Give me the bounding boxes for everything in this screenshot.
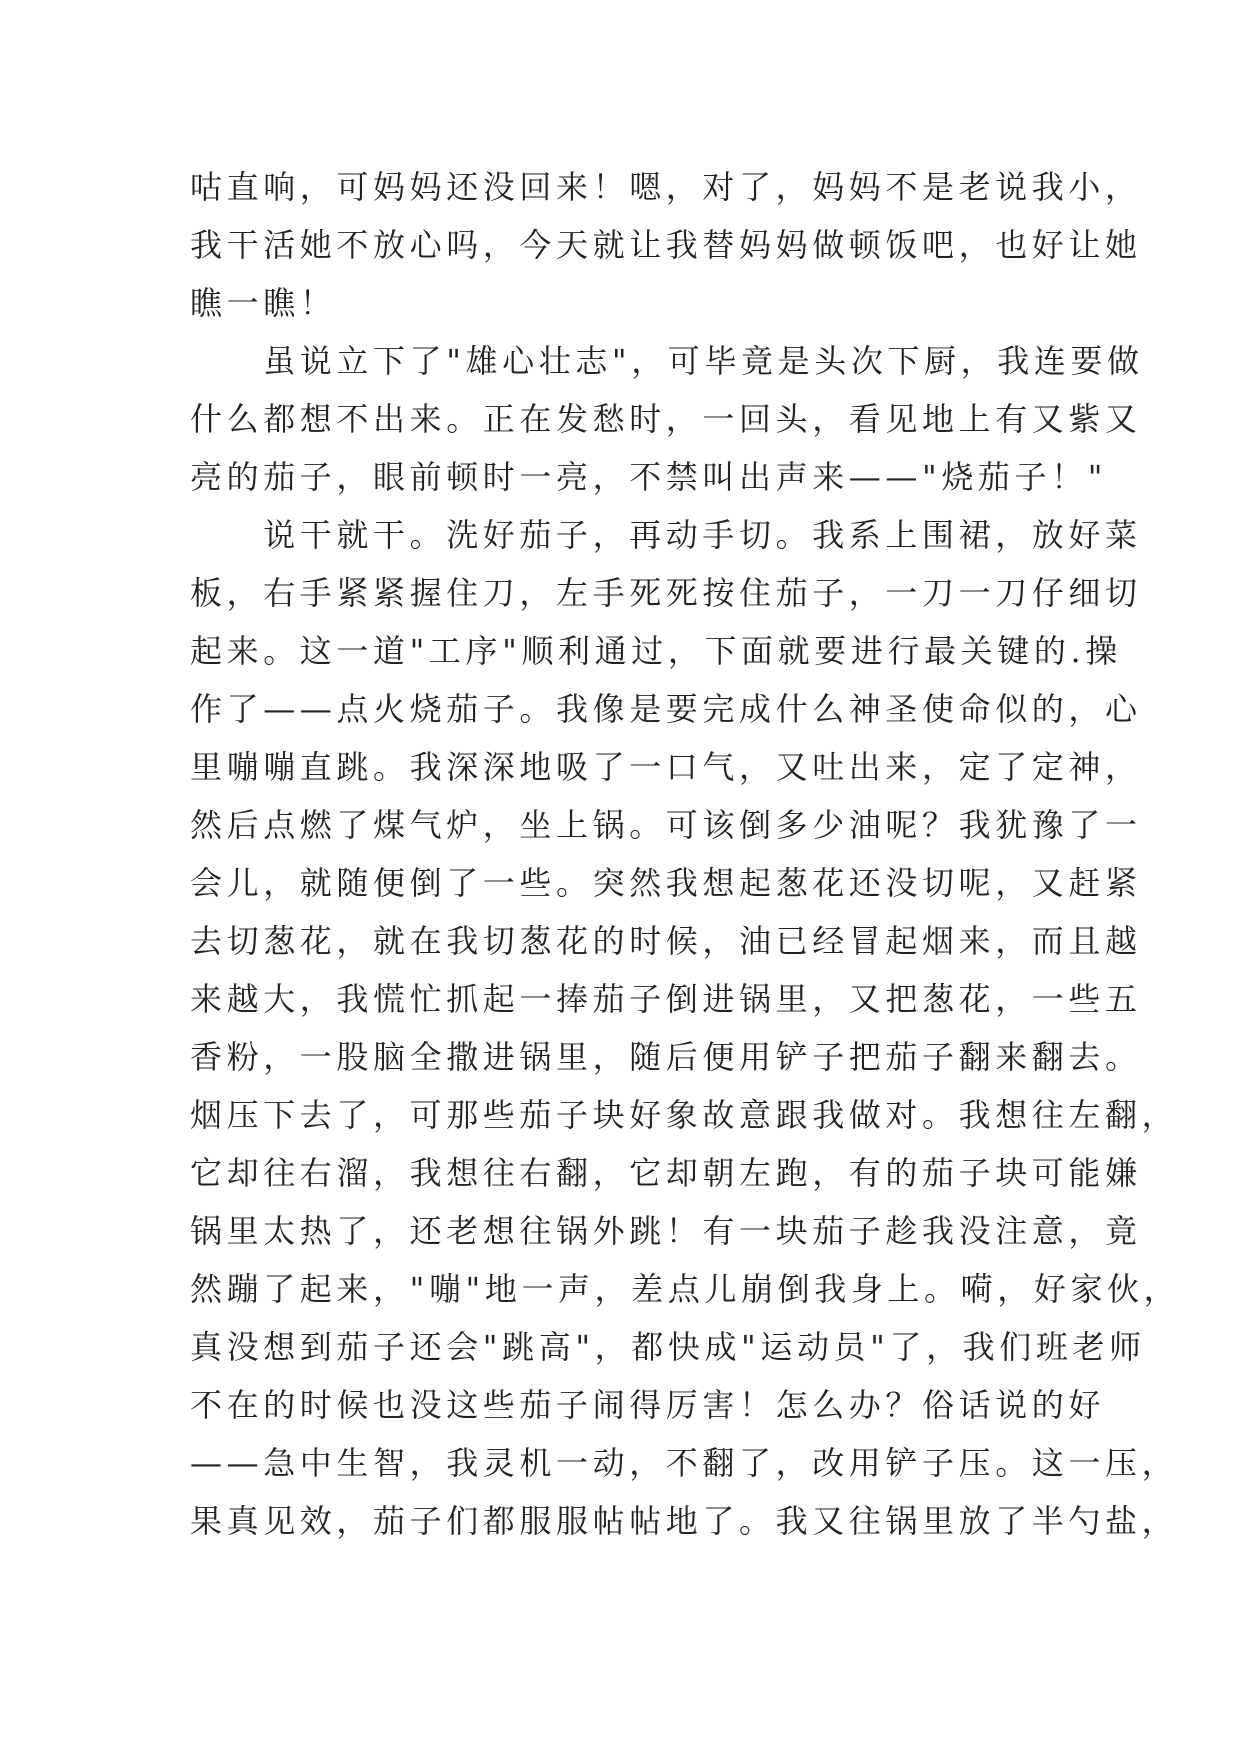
text-line: 亮的茄子，眼前顿时一亮，不禁叫出声来——"烧茄子！" (190, 458, 1108, 496)
text-line: 真没想到茄子还会"跳高"，都快成"运动员"了，我们班老师 (190, 1328, 1146, 1366)
text-line: 去切葱花，就在我切葱花的时候，油已经冒起烟来，而且越 (190, 922, 1142, 960)
text-line: 烟压下去了，可那些茄子块好象故意跟我做对。我想往左翻， (190, 1096, 1179, 1134)
body-text (190, 158, 1181, 1550)
text-line: 板，右手紧紧握住刀，左手死死按住茄子，一刀一刀仔细切 (190, 574, 1142, 612)
text-line: 我干活她不放心吗，今天就让我替妈妈做顿饭吧，也好让她 (190, 226, 1142, 264)
text-line: 咕直响，可妈妈还没回来！嗯，对了，妈妈不是老说我小， (190, 168, 1142, 206)
text-line: 然蹦了起来，"嘣"地一声，差点儿崩倒我身上。嗬，好家伙， (190, 1270, 1181, 1308)
text-line: 说干就干。洗好茄子，再动手切。我系上围裙，放好菜 (190, 516, 1142, 554)
text-line: 然后点燃了煤气炉，坐上锅。可该倒多少油呢？我犹豫了一 (190, 806, 1142, 844)
text-line: 作了——点火烧茄子。我像是要完成什么神圣使命似的，心 (190, 690, 1142, 728)
text-line: 起来。这一道"工序"顺利通过，下面就要进行最关键的.操 (190, 632, 1122, 670)
text-line: 它却往右溜，我想往右翻，它却朝左跑，有的茄子块可能嫌 (190, 1154, 1142, 1192)
text-line: 虽说立下了"雄心壮志"，可毕竟是头次下厨，我连要做 (190, 342, 1144, 380)
text-line: 锅里太热了，还老想往锅外跳！有一块茄子趁我没注意，竟 (190, 1212, 1142, 1250)
text-line: 里嘣嘣直跳。我深深地吸了一口气，又吐出来，定了定神， (190, 748, 1142, 786)
text-line: 不在的时候也没这些茄子闹得厉害！怎么办？俗话说的好 (190, 1386, 1106, 1424)
text-line: 会儿，就随便倒了一些。突然我想起葱花还没切呢，又赶紧 (190, 864, 1142, 902)
text-line: 瞧一瞧！ (190, 284, 337, 322)
text-line: 来越大，我慌忙抓起一捧茄子倒进锅里，又把葱花，一些五 (190, 980, 1142, 1018)
text-line: 香粉，一股脑全撒进锅里，随后便用铲子把茄子翻来翻去。 (190, 1038, 1142, 1076)
text-line: ——急中生智，我灵机一动，不翻了，改用铲子压。这一压， (190, 1444, 1179, 1482)
text-line: 果真见效，茄子们都服服帖帖地了。我又往锅里放了半勺盐， (190, 1502, 1179, 1540)
text-line: 什么都想不出来。正在发愁时，一回头，看见地上有又紫又 (190, 400, 1142, 438)
